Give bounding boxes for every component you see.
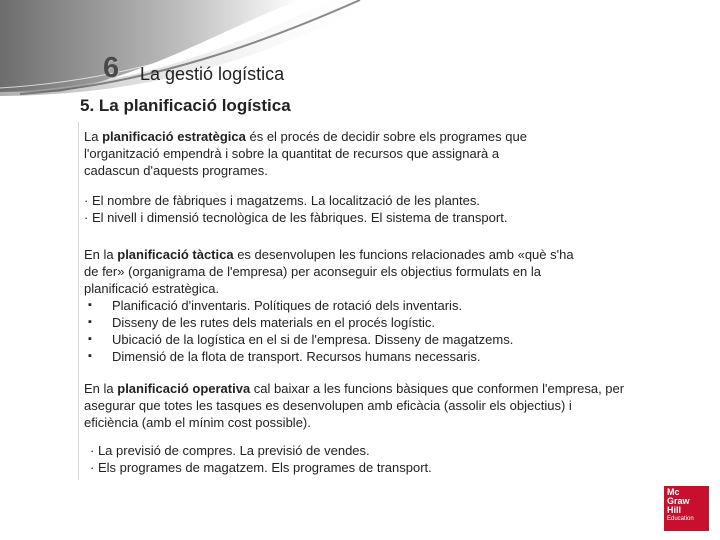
operative-line-3: eficiència (amb el mínim cost possible). [84,415,311,430]
strategic-point: · El nivell i dimensió tecnològica de les fàbriques. El sistema de transport. [84,210,508,225]
operative-prefix: En la [84,381,118,396]
strategic-line-2: l'organització empendrà i sobre la quantitat de recursos que assignarà a [84,146,500,161]
list-item [84,331,674,348]
tactical-line1-rest: es desenvolupen les funcions relacionades amb «què s'ha [233,247,574,262]
list-item-text: Planificació d'inventaris. Polítiques de rotació dels inventaris. [112,298,463,313]
list-item [84,314,674,331]
square-bullet-icon: ▪ [88,299,92,311]
strategic-line1-rest: és el procés de decidir sobre els programes que [245,129,527,144]
square-bullet-icon: ▪ [88,350,92,362]
strategic-term: planificació estratègica [102,129,246,144]
strategic-line-1 [84,128,674,145]
operative-line1-rest: cal baixar a les funcions bàsiques que conformen l'empresa, per [250,381,625,396]
list-item [84,348,674,365]
chapter-number: 6 [103,52,120,84]
strategic-points [84,192,674,226]
section-title: 5. La planificació logística [80,96,291,115]
tactical-term: planificació tàctica [117,247,234,262]
logo-line: Graw [667,496,690,506]
tactical-line-3: planificació estratègica. [84,281,220,296]
operative-point: · Els programes de magatzem. Els programes de transport. [90,460,432,475]
operative-paragraph [84,380,674,431]
logo-line: Mc [667,487,680,497]
square-bullet-icon: ▪ [88,333,92,345]
tactical-line-1 [84,246,674,263]
strategic-paragraph [84,128,674,179]
operative-line-2: asegurar que totes les tasques es desenvolupen amb eficàcia (assolir els objectius) i [84,398,572,413]
strategic-line-3: cadascun d'aquests programes. [84,163,268,178]
operative-line-1 [84,380,674,397]
tactical-line-2: de fer» (organigrama de l'empresa) per aconseguir els objectius formulats en la [84,264,541,279]
publisher-logo [664,486,709,531]
square-bullet-icon: ▪ [88,316,92,328]
list-item [84,297,674,314]
list-item-text: Disseny de les rutes dels materials en el procés logístic. [112,315,435,330]
operative-point: · La previsió de compres. La previsió de vendes. [90,443,370,458]
logo-line: Hill [667,505,682,515]
chapter-title: La gestió logística [140,64,285,84]
operative-term: planificació operativa [117,381,251,396]
tactical-bullet-list [84,297,674,365]
list-item-text: Ubicació de la logística en el si de l'empresa. Disseny de magatzems. [112,332,514,347]
list-item-text: Dimensió de la flota de transport. Recursos humans necessaris. [112,349,481,364]
tactical-paragraph [84,246,674,365]
strategic-point: · El nombre de fàbriques i magatzems. La localització de les plantes. [84,193,480,208]
tactical-prefix: En la [84,247,118,262]
logo-line: Education [667,516,694,522]
operative-points [84,442,674,476]
strategic-prefix: La [84,129,103,144]
